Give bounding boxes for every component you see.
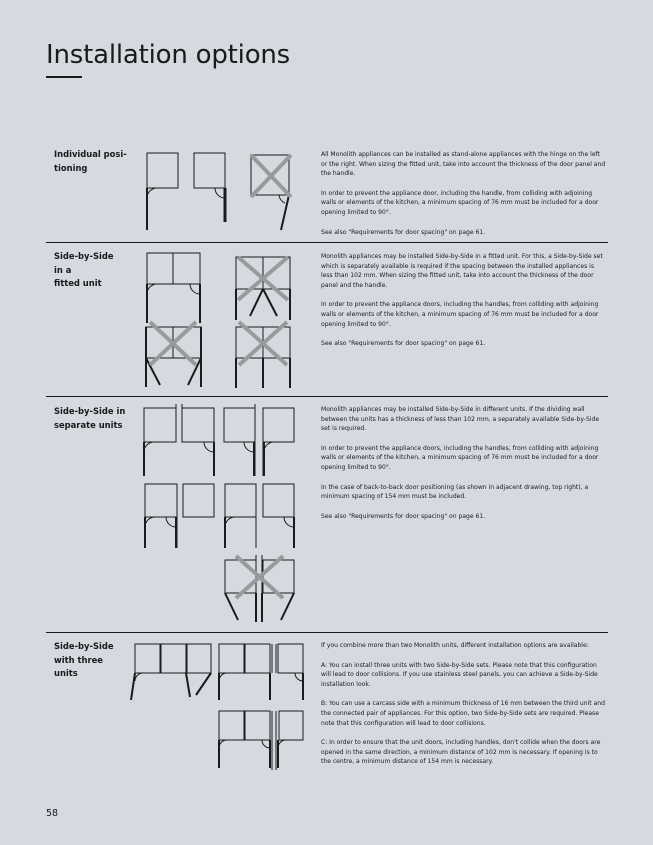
- drawing-separate-not-allowed: [225, 555, 294, 622]
- paragraph: In order to prevent the appliance doors, including the handles, from colliding with adjoining walls or elements of the kitchen, a minimum spacing of 76 mm must be included for a door opening limited to 90°.: [321, 444, 599, 471]
- paragraph: C: In order to ensure that the unit doors, including handles, don't collide when the doors are opened in the same direction, a minimum distance of 102 mm is necessary. If opening is to the centre, a minimum distance of 154 mm is necessary.: [321, 739, 601, 766]
- paragraph: In order to prevent the appliance door, including the handle, from colliding with adjoining walls or elements of the kitchen, a minimum spacing of 76 mm must be included for a door opening limited to 90°.: [321, 189, 599, 216]
- drawing-three-units-c: [219, 711, 303, 770]
- label-line: in a: [54, 264, 72, 275]
- drawing-three-units-b: [219, 644, 303, 700]
- label-line: Side-by-Side: [54, 641, 114, 651]
- drawing-not-allowed-single: [251, 155, 291, 230]
- paragraph: See also "Requirements for door spacing" on page 61.: [321, 512, 486, 520]
- drawing-separate-b: [224, 404, 294, 476]
- drawing-fitted-not-allowed-c: [236, 322, 290, 388]
- paragraph: All Monolith appliances can be installed as stand-alone appliances with the hinge on the left or the right. When sizing the fitted unit, take into account the thickness of the door panel and the handle.: [321, 151, 606, 178]
- label-line: tioning: [54, 162, 88, 173]
- drawing-fitted-not-allowed-b: [146, 322, 201, 387]
- drawing-three-units-a: [131, 644, 211, 700]
- drawing-hinge-right: [194, 153, 225, 222]
- label-line: fitted unit: [54, 278, 102, 288]
- label-line: Individual posi-: [54, 149, 127, 159]
- paragraph: See also "Requirements for door spacing" on page 61.: [321, 228, 486, 236]
- label-line: Side-by-Side: [54, 251, 114, 261]
- paragraph: Monolith appliances may be installed Side-by-Side in different units. If the dividing wall between the units has a thickness of less than 102 mm, a separately available Side-by-Side set is required.: [321, 406, 600, 433]
- paragraph: In order to prevent the appliance doors, including the handles, from colliding with adjoining walls or elements of the kitchen, a minimum spacing of 76 mm must be included for a door opening limited to 90°.: [321, 301, 599, 328]
- label-line: with three: [54, 654, 103, 665]
- label-line: separate units: [54, 419, 123, 430]
- label-line: Side-by-Side in: [54, 406, 126, 416]
- cross-icon: [236, 556, 283, 598]
- page-number: 58: [46, 808, 59, 819]
- cross-icon: [251, 155, 291, 197]
- paragraph: If you combine more than two Monolith units, different installation options are available:: [321, 642, 589, 649]
- paragraph: A: You can install three units with two Side-by-Side sets. Please note that this configuration will lead to door collisions. If you use stainless steel panels, you can achieve a Side-by-Side installation look.: [321, 661, 598, 688]
- paragraph: B: You can use a carcass side with a minimum thickness of 16 mm between the third unit and the connected pair of appliances. For this option, two Side-by-Side sets are required. Please note that this configuration will lead to door collisions.: [321, 700, 605, 727]
- drawing-hinge-left: [147, 153, 178, 230]
- drawing-separate-c: [145, 484, 214, 548]
- paragraph: In the case of back-to-back door positioning (as shown in adjacent drawing, top right), a minimum spacing of 154 mm must be included.: [321, 483, 589, 501]
- label-line: units: [54, 668, 78, 678]
- drawing-separate-d: [225, 484, 294, 548]
- drawing-fitted-not-allowed-a: [236, 257, 290, 320]
- paragraph: See also "Requirements for door spacing" on page 61.: [321, 340, 486, 348]
- drawing-fitted-ok: [147, 253, 200, 323]
- page-title: Installation options: [46, 40, 291, 70]
- paragraph: Monolith appliances may be installed Side-by-Side in a fitted unit. For this, a Side-by-Side set which is separately available is required if the spacing between the installed appliances is less than 102 mm. When sizing the fitted unit, take into account the thickness of the door panel and the handle.: [321, 253, 603, 289]
- drawing-separate-a: [144, 404, 214, 476]
